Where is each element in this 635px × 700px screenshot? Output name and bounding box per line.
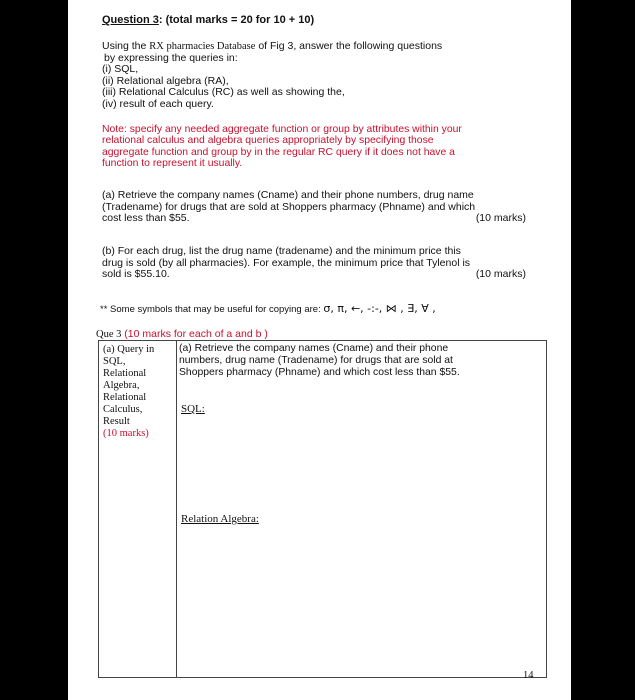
instruction-line: (i) SQL, — [102, 63, 139, 76]
question-marks: : (total marks = 20 for 10 + 10) — [158, 14, 315, 26]
table-left-cell: (a) Query in SQL, Relational Algebra, Relational Calculus, Result (10 marks) — [103, 344, 155, 439]
instruction-line: (iv) result of each query. — [102, 97, 214, 110]
answer-table — [98, 340, 547, 678]
document-page — [68, 0, 571, 700]
table-right-cell: (a) Retrieve the company names (Cname) and their phone numbers, drug name (Tradename) for drugs that are sold at Shoppers pharmacy (Phname) and which cost less than $55. — [179, 343, 460, 378]
symbols-hint: ** Some symbols that may be useful for copying are: σ, π, ←, -:-, ⋈ , ∃, ∀ , — [100, 302, 436, 315]
question-title — [102, 14, 314, 26]
part-b: (b) For each drug, list the drug name (tradename) and the minimum price this drug is sold (by all pharmacies). For example, the minimum price that Tylenol is sold is $55.10. (10 marks) — [102, 245, 526, 281]
part-a: (a) Retrieve the company names (Cname) and their phone numbers, drug name (Tradename) for drugs that are sold at Shoppers pharmacy (Phname) and which cost less than $55. (10 marks) — [102, 189, 526, 225]
instruction-line: by expressing the queries in: — [104, 51, 238, 64]
sql-label: SQL: — [181, 403, 205, 415]
instructions — [102, 41, 532, 111]
part-a-marks: (10 marks) — [475, 212, 526, 225]
symbol-glyphs: σ, π, ←, -:-, ⋈ , ∃, ∀ , — [323, 302, 436, 315]
instruction-line: (iii) Relational Calculus (RC) as well as showing the, — [102, 86, 345, 99]
table-divider — [176, 341, 177, 677]
que-marks: (10 marks for each of a and b ) — [124, 328, 268, 340]
instruction-line: (ii) Relational algebra (RA), — [102, 74, 229, 87]
instruction-line: Using the RX pharmacies Database of Fig 3, answer the following questions — [102, 40, 443, 52]
note-text: Note: specify any needed aggregate function or group by attributes within your relational calculus and algebra queries appropriately by specifying those aggregate function and group by in the regular RC query if it does not have a function to represent it usually. — [102, 124, 462, 170]
que-heading: Que 3 (10 marks for each of a and b ) — [96, 328, 268, 340]
left-cell-marks: (10 marks) — [103, 428, 149, 439]
part-b-marks: (10 marks) — [475, 268, 526, 281]
relation-algebra-label: Relation Algebra: — [181, 513, 259, 525]
question-label: Question 3 — [102, 14, 159, 26]
page-number: 14 — [523, 670, 534, 681]
